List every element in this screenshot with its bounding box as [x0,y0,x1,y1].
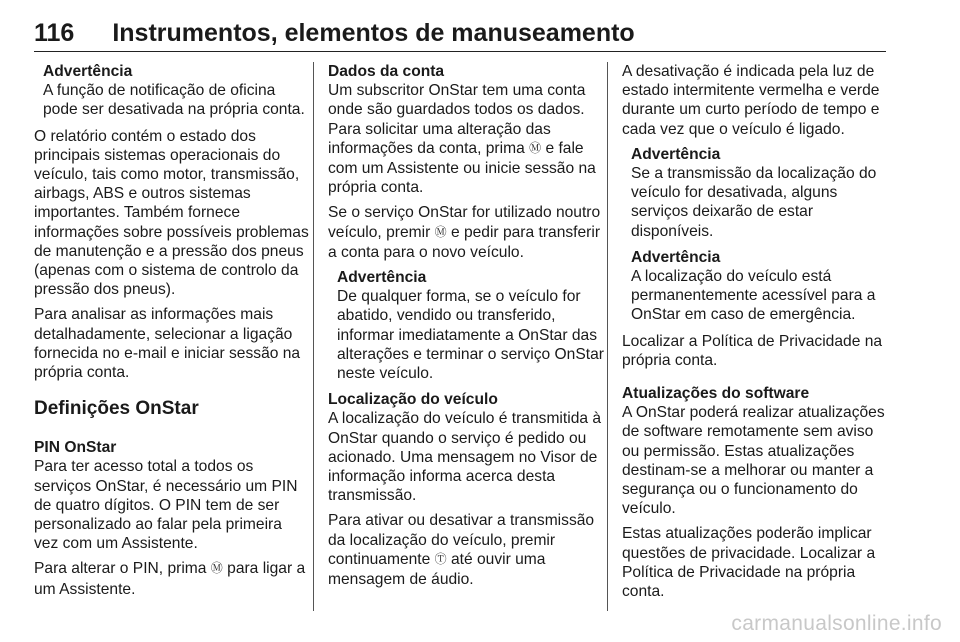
text-span: e pedir para transferir a conta para o novo veículo. [328,223,601,261]
emergency-button-icon: Ⓣ [434,551,447,566]
subsection-heading: PIN OnStar [34,439,117,457]
note-box [631,145,886,241]
onstar-button-icon: Ⓜ [529,140,542,155]
text-span: para ligar a um Assistente. [34,560,306,598]
note-title: Advertência [43,63,133,80]
paragraph [328,203,604,262]
paragraph [328,81,604,197]
paragraph: A localização do veículo é transmitida à OnStar quando o serviço é pedido ou acionado. Uma mensagem no Visor de informação informa acerca desta transmissão. [328,410,602,505]
note-text: Se a transmissão da localização do veículo for desativada, alguns serviços deixarão de estar disponíveis. [631,165,877,240]
text-span: Para ativar ou desativar a transmissão da localização do veículo, premir continuamente [328,512,595,568]
onstar-button-icon: Ⓜ [210,561,223,576]
paragraph: Localizar a Política de Privacidade na própria conta. [622,332,883,369]
paragraph: Para analisar as informações mais detalhadamente, selecionar a ligação fornecida no e-mail e iniciar sessão na própria conta. [34,306,301,382]
text-span: Um subscritor OnStar tem uma conta onde são guardados todos os dados. Para solicitar uma alteração das informações da conta, prima [328,82,586,157]
note-text: A localização do veículo está permanentemente acessível para a OnStar em caso de emergência. [631,268,876,324]
page-number: 116 [34,19,75,47]
column-1 [34,62,310,605]
paragraph: Estas atualizações poderão implicar questões de privacidade. Localizar a Política de Privacidade na própria conta. [622,525,876,601]
page-header [34,8,886,52]
note-text: De qualquer forma, se o veículo for abatido, vendido ou transferido, informar imediatamente a OnStar das alterações e terminar o serviço OnStar neste veículo. [337,288,604,383]
text-span: Se o serviço OnStar for utilizado noutro veículo, premir [328,204,601,241]
page-title: Instrumentos, elementos de manuseamento [112,19,635,47]
note-title: Advertência [337,269,427,287]
paragraph: Para ter acesso total a todos os serviços OnStar, é necessário um PIN de quatro dígitos. O PIN tem de ser personalizado ao falar pela primeira vez com um Assistente. [34,458,298,553]
paragraph: O relatório contém o estado dos principais sistemas operacionais do veículo, tais como motor, transmissão, airbags, ABS e outros sistemas importantes. Também fornece informações sobre possíveis problemas de manutenção e a pressão dos pneus (apenas com o sistema de controlo da pressão dos pneus). [34,127,309,299]
subsection-heading: Dados da conta [328,63,445,80]
text-span: e fale com um Assistente ou inicie sessão na própria conta. [328,139,596,197]
subsection-heading: Localização do veículo [328,391,498,409]
note-text: A função de notificação de oficina pode ser desativada na própria conta. [43,82,305,119]
column-2 [328,62,604,595]
column-divider [607,62,608,611]
note-box [43,62,310,120]
column-3 [622,62,886,607]
subsection-heading: Atualizações do software [622,385,810,403]
note-box [631,248,886,325]
text-span: até ouvir uma mensagem de áudio. [328,550,546,589]
section-heading: Definições OnStar [34,398,199,420]
note-title: Advertência [631,248,721,266]
text-span: Para alterar o PIN, prima [34,560,211,578]
note-box [337,268,604,383]
watermark: carmanualsonline.info [731,612,942,635]
paragraph [34,559,310,598]
column-divider [313,62,314,611]
onstar-button-icon: Ⓜ [434,224,447,239]
paragraph: A OnStar poderá realizar atualizações de software remotamente sem aviso ou permissão. Estas atualizações destinam-se a melhorar ou manter a segurança ou o funcionamento do veículo. [622,404,885,518]
note-title: Advertência [631,145,721,163]
paragraph [328,511,604,589]
paragraph: A desativação é indicada pela luz de estado intermitente vermelha e verde durante um curto período de tempo e cada vez que o veículo é ligado. [622,63,880,138]
